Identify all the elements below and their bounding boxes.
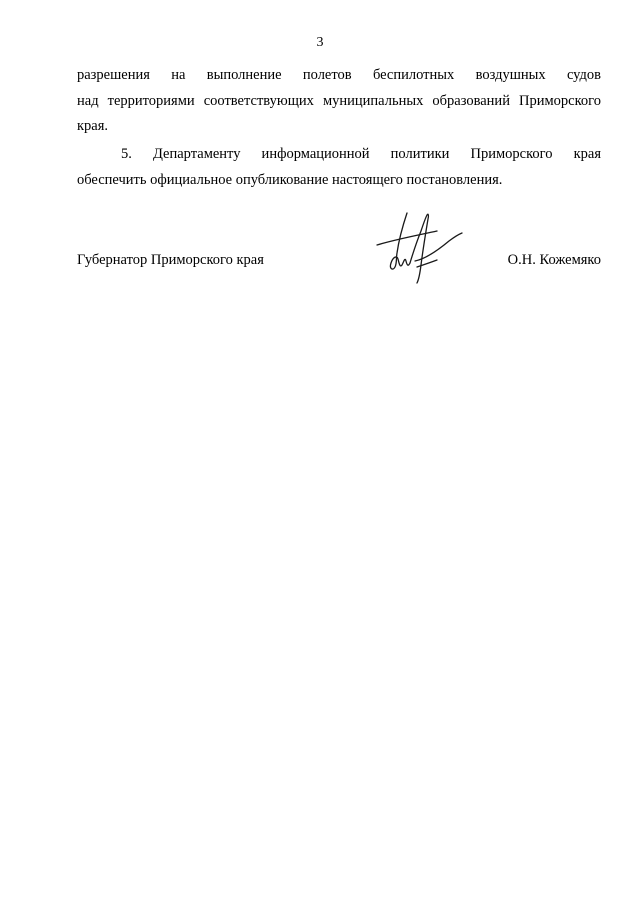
paragraph-line: разрешения на выполнение полетов беспилотных воздушных судов [77,67,601,83]
signatory-name: О.Н. Кожемяко [507,252,601,268]
signatory-position: Губернатор Приморского края [77,252,264,268]
paragraph-line: обеспечить официальное опубликование настоящего постановления. [77,171,503,188]
paragraph-line: над территориями соответствующих муниципальных образований Приморского [77,92,601,109]
paragraph-line: края. [77,118,109,134]
paragraph-line: 5. Департаменту информационной политики Приморского края [121,146,601,162]
handwritten-signature [367,205,467,287]
page-number: 3 [316,35,324,50]
signature-block [77,250,601,274]
paragraph-5 [77,142,601,193]
paragraph-continued [77,63,601,140]
